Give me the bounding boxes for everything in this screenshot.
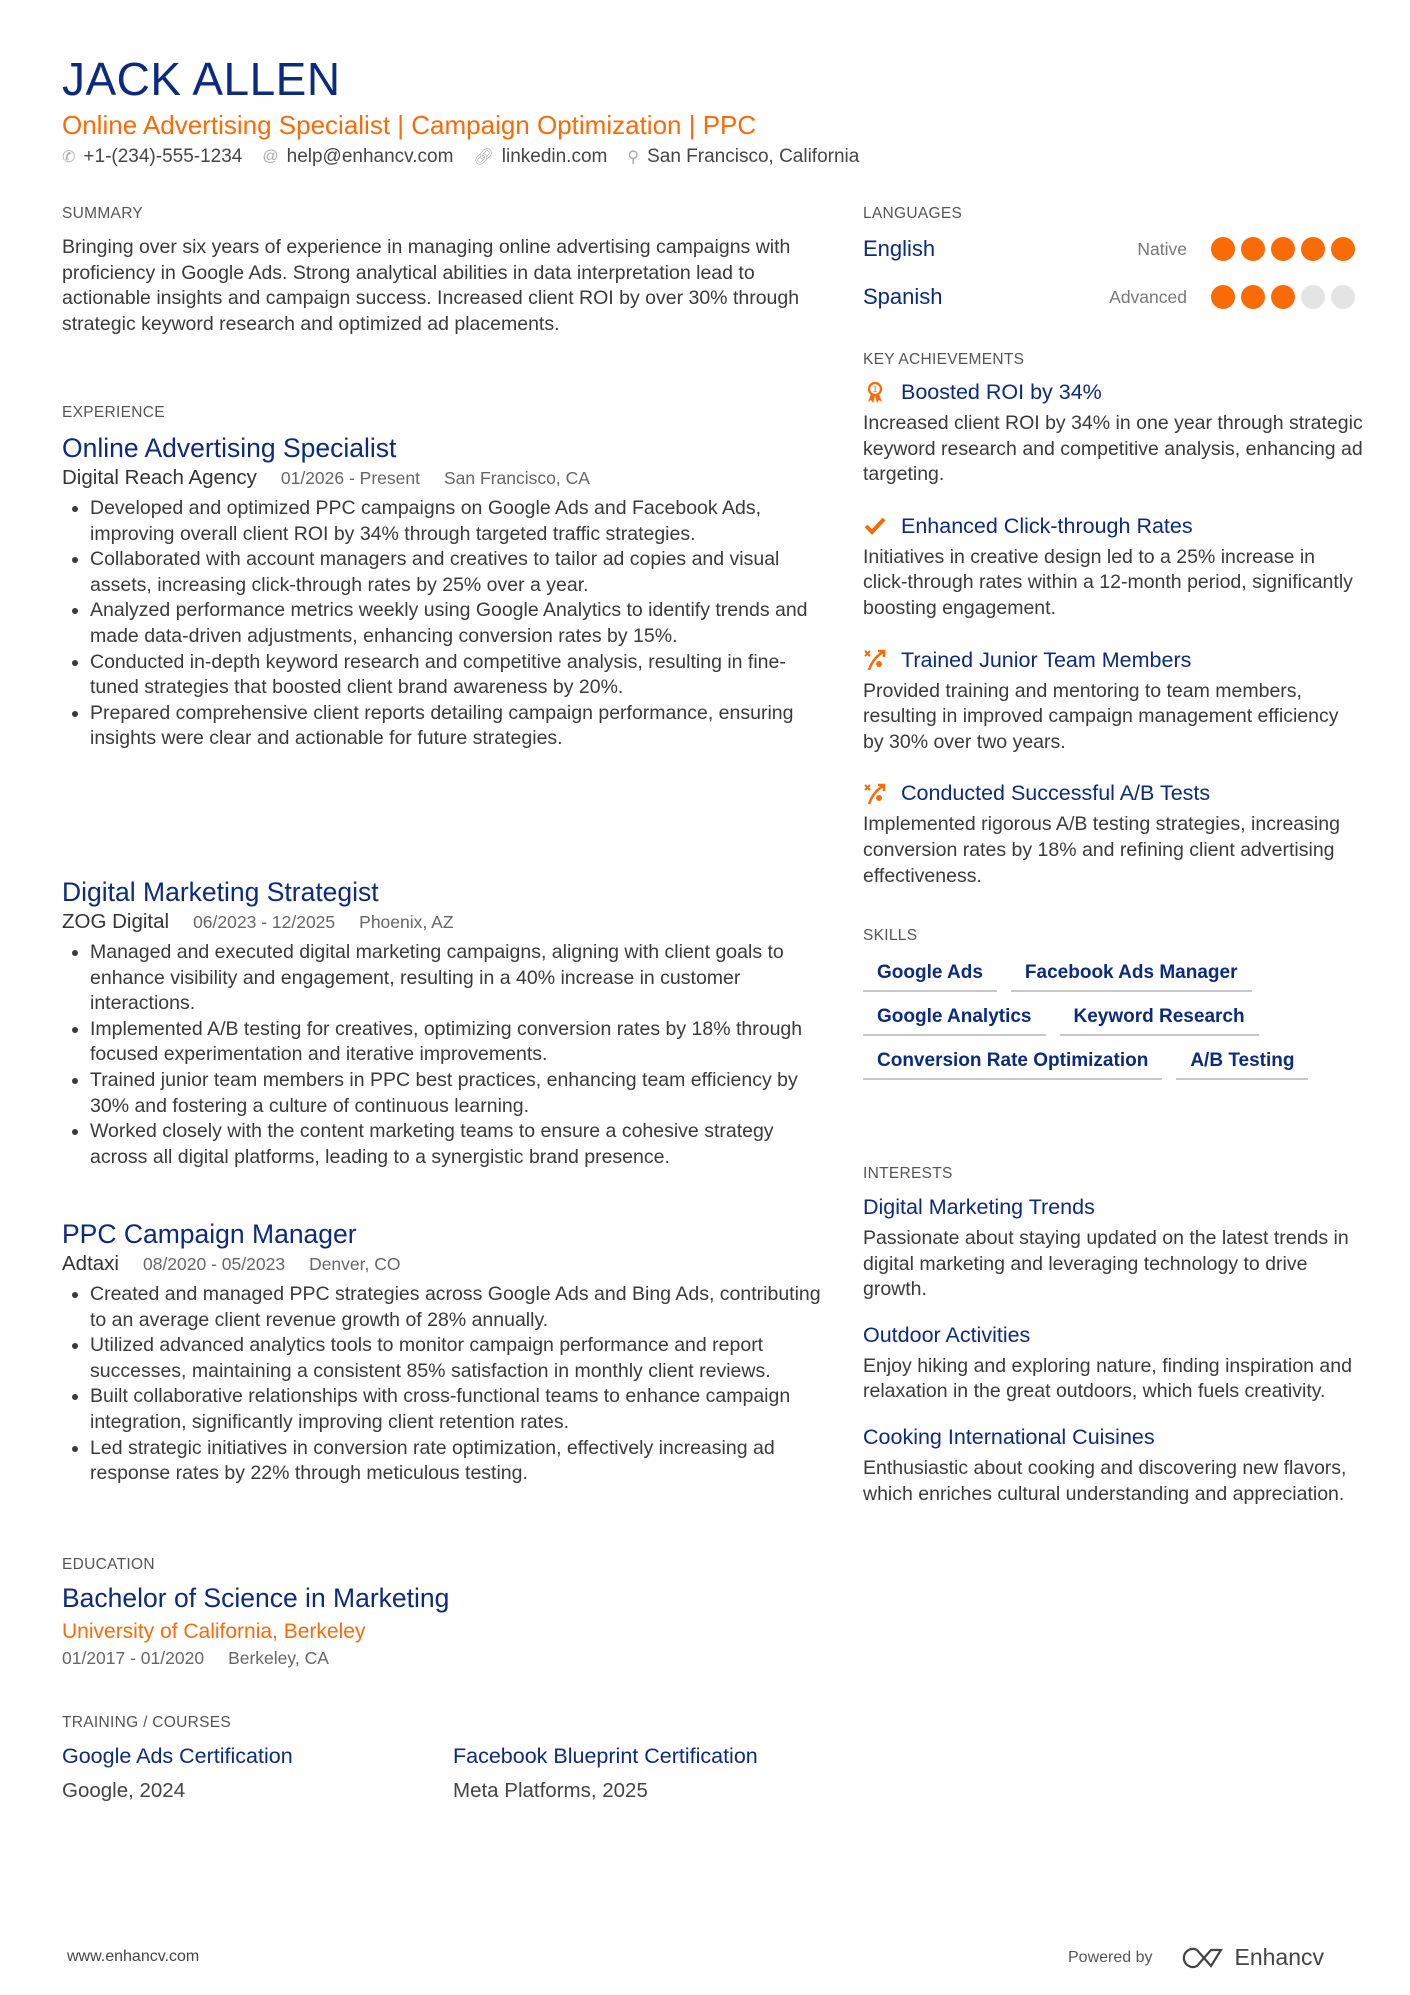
job-location: San Francisco, CA xyxy=(444,468,590,488)
candidate-name: JACK ALLEN xyxy=(62,53,341,105)
strategy-icon xyxy=(863,648,887,672)
interest-title: Digital Marketing Trends xyxy=(863,1195,1095,1219)
job-bullet: • Developed and optimized PPC campaigns on Google Ads and Facebook Ads, improving overall client ROI by 34% through targeted traffic strategies. xyxy=(90,496,832,547)
job-bullet: • Prepared comprehensive client reports detailing campaign performance, ensuring insights were clear and actionable for future strategies. xyxy=(90,701,832,752)
headline: Online Advertising Specialist | Campaign Optimization | PPC xyxy=(62,110,757,140)
job-title: Online Advertising Specialist xyxy=(62,433,397,463)
job-entry xyxy=(62,1219,832,1487)
school: University of California, Berkeley xyxy=(62,1620,366,1643)
job-bullet: • Analyzed performance metrics weekly using Google Analytics to identify trends and made data-driven adjustments, enhancing conversion rates by 15%. xyxy=(90,598,832,649)
contact-email[interactable] xyxy=(262,146,453,168)
company: Adtaxi xyxy=(62,1252,119,1275)
job-location: Denver, CO xyxy=(309,1254,401,1274)
skill-tag: Google Analytics xyxy=(863,1006,1046,1036)
achievement-item xyxy=(863,781,1363,889)
proficiency-dot xyxy=(1241,285,1265,309)
job-location: Phoenix, AZ xyxy=(359,912,454,932)
contact-bar xyxy=(62,146,859,168)
education-dates: 01/2017 - 01/2020 xyxy=(62,1648,205,1668)
job-bullets xyxy=(62,940,832,1170)
contact-linkedin[interactable] xyxy=(473,146,607,168)
achievement-text: Implemented rigorous A/B testing strategies, increasing conversion rates by 18% and refining client advertising effectiveness. xyxy=(863,813,1340,887)
proficiency-dot xyxy=(1211,237,1235,261)
job-bullet: • Worked closely with the content marketing teams to ensure a cohesive strategy across all digital platforms, leading to a synergistic brand presence. xyxy=(90,1119,832,1170)
education-label: EDUCATION xyxy=(62,1556,155,1573)
job-entry xyxy=(62,433,832,752)
job-bullet: • Created and managed PPC strategies across Google Ads and Bing Ads, contributing to an average client revenue growth of 28% annually. xyxy=(90,1282,832,1333)
achievement-title: Conducted Successful A/B Tests xyxy=(901,781,1211,806)
skill-tag: Conversion Rate Optimization xyxy=(863,1050,1162,1080)
languages-label: LANGUAGES xyxy=(863,205,963,222)
job-entry xyxy=(62,877,832,1170)
interest-text: Enjoy hiking and exploring nature, finding inspiration and relaxation in the great outdoors, which fuels creativity. xyxy=(863,1354,1352,1403)
job-title: Digital Marketing Strategist xyxy=(62,877,379,907)
proficiency-dot xyxy=(1271,237,1295,261)
interests-list xyxy=(863,1195,1363,1527)
skill-tag: Google Ads xyxy=(863,962,997,992)
proficiency-dot xyxy=(1271,285,1295,309)
language-item xyxy=(863,236,1355,262)
achievement-text: Initiatives in creative design led to a 25% increase in click-through rates within a 12-month period, significantly boosting engagement. xyxy=(863,545,1353,619)
job-dates: 08/2020 - 05/2023 xyxy=(142,1254,286,1274)
job-bullet: • Utilized advanced analytics tools to monitor campaign performance and report successes, maintaining a consistent 85% satisfaction in monthly client reviews. xyxy=(90,1333,832,1384)
achievement-text: Increased client ROI by 34% in one year through strategic keyword research and competitive analysis, enhancing ad targeting. xyxy=(863,412,1363,486)
language-name: English xyxy=(863,236,936,261)
contact-location xyxy=(627,146,859,168)
svg-text:1: 1 xyxy=(872,384,878,394)
achievement-title: Trained Junior Team Members xyxy=(901,647,1192,672)
enhancv-logo-text: Enhancv xyxy=(1234,1944,1325,1970)
interest-title: Outdoor Activities xyxy=(863,1322,1031,1347)
strategy-icon xyxy=(863,782,887,806)
language-level: Advanced xyxy=(1109,286,1187,307)
job-title: PPC Campaign Manager xyxy=(62,1219,357,1249)
location-text: San Francisco, California xyxy=(647,146,860,167)
training-label: TRAINING / COURSES xyxy=(62,1714,232,1731)
job-dates: 01/2026 - Present xyxy=(280,468,420,488)
job-bullet: • Led strategic initiatives in conversion rate optimization, effectively increasing ad response rates by 22% through meticulous testing. xyxy=(90,1436,832,1487)
proficiency-dot xyxy=(1241,237,1265,261)
job-bullet: • Trained junior team members in PPC best practices, enhancing team efficiency by 30% and fostering a culture of continuous learning. xyxy=(90,1068,832,1119)
job-dates: 06/2023 - 12/2025 xyxy=(193,912,336,932)
footer-website[interactable]: www.enhancv.com xyxy=(67,1948,200,1965)
linkedin-text[interactable]: linkedin.com xyxy=(501,146,608,167)
job-bullets xyxy=(62,496,832,752)
job-bullet: • Collaborated with account managers and creatives to tailor ad copies and visual assets, increasing click-through rates by 25% over a year. xyxy=(90,547,832,598)
achievements-list xyxy=(863,380,1363,915)
achievement-item xyxy=(863,514,1363,622)
company: Digital Reach Agency xyxy=(62,466,257,489)
course-item xyxy=(453,1744,758,1803)
achievement-item xyxy=(863,648,1363,756)
enhancv-logo-icon xyxy=(1177,1945,1225,1971)
course-title: Google Ads Certification xyxy=(62,1744,293,1768)
job-bullet: • Conducted in-depth keyword research and competitive analysis, resulting in fine-tuned strategies that boosted client brand awareness by 20%. xyxy=(90,650,832,701)
achievement-title: Boosted ROI by 34% xyxy=(901,380,1102,404)
summary-text: Bringing over six years of experience in managing online advertising campaigns with proficiency in Google Ads. Strong analytical abilities in data interpretation lead to actionable insights and campaign success. Increased client ROI by over 30% through strategic keyword research and optimized ad placements. xyxy=(62,236,800,335)
proficiency-dot xyxy=(1331,237,1355,261)
language-name: Spanish xyxy=(863,284,943,309)
interest-text: Enthusiastic about cooking and discovering new flavors, which enriches cultural understanding and appreciation. xyxy=(863,1456,1347,1505)
job-bullet: • Managed and executed digital marketing campaigns, aligning with client goals to enhance visibility and engagement, resulting in a 40% increase in customer interactions. xyxy=(90,940,832,1017)
company: ZOG Digital xyxy=(62,910,170,933)
skills-label: SKILLS xyxy=(863,927,918,944)
job-bullet: • Built collaborative relationships with cross-functional teams to enhance campaign integration, significantly improving client retention rates. xyxy=(90,1384,832,1435)
language-item xyxy=(863,284,1355,310)
at-icon: @ xyxy=(262,148,279,165)
link-icon: 🔗︎ xyxy=(473,149,494,166)
phone-text: +1-(234)-555-1234 xyxy=(83,146,243,167)
skills-list xyxy=(863,962,1363,1080)
languages-list xyxy=(863,236,1355,332)
education-location: Berkeley, CA xyxy=(228,1648,329,1668)
language-level: Native xyxy=(1137,238,1187,259)
proficiency-dot xyxy=(1301,237,1325,261)
achievement-text: Provided training and mentoring to team members, resulting in improved campaign management efficiency by 30% over two years. xyxy=(863,679,1339,753)
skill-tag: A/B Testing xyxy=(1176,1050,1308,1080)
summary-label: SUMMARY xyxy=(62,205,144,222)
powered-by: Powered by xyxy=(1068,1948,1153,1966)
email-text[interactable]: help@enhancv.com xyxy=(286,146,454,167)
achievement-title: Enhanced Click-through Rates xyxy=(901,513,1193,538)
course-title: Facebook Blueprint Certification xyxy=(453,1744,758,1768)
achievements-label: KEY ACHIEVEMENTS xyxy=(863,351,1025,368)
degree: Bachelor of Science in Marketing xyxy=(62,1583,450,1613)
experience-label: EXPERIENCE xyxy=(62,404,165,421)
proficiency-dot xyxy=(1331,285,1355,309)
phone-icon: ✆ xyxy=(62,149,76,166)
education-entry xyxy=(62,1583,807,1669)
interest-item xyxy=(863,1323,1363,1405)
job-bullets xyxy=(62,1282,832,1487)
skill-tag: Facebook Ads Manager xyxy=(1011,962,1252,992)
interest-text: Passionate about staying updated on the latest trends in digital marketing and leveraging technology to drive growth. xyxy=(863,1227,1349,1301)
course-provider: Google, 2024 xyxy=(62,1779,186,1802)
job-bullet: • Implemented A/B testing for creatives, optimizing conversion rates by 18% through focused experimentation and iterative improvements. xyxy=(90,1017,832,1068)
location-icon: ⚲ xyxy=(627,149,640,166)
footer-brand xyxy=(1068,1944,1324,1971)
proficiency-dot xyxy=(1301,285,1325,309)
interests-label: INTERESTS xyxy=(863,1165,953,1182)
check-icon xyxy=(863,514,887,538)
medal-icon xyxy=(863,381,887,405)
interest-title: Cooking International Cuisines xyxy=(863,1424,1155,1449)
course-item xyxy=(62,1744,293,1803)
contact-phone xyxy=(62,146,242,168)
skill-tag: Keyword Research xyxy=(1060,1006,1259,1036)
course-provider: Meta Platforms, 2025 xyxy=(453,1779,648,1802)
proficiency-dot xyxy=(1211,285,1235,309)
achievement-item xyxy=(863,380,1363,488)
interest-item xyxy=(863,1195,1363,1303)
interest-item xyxy=(863,1425,1363,1507)
